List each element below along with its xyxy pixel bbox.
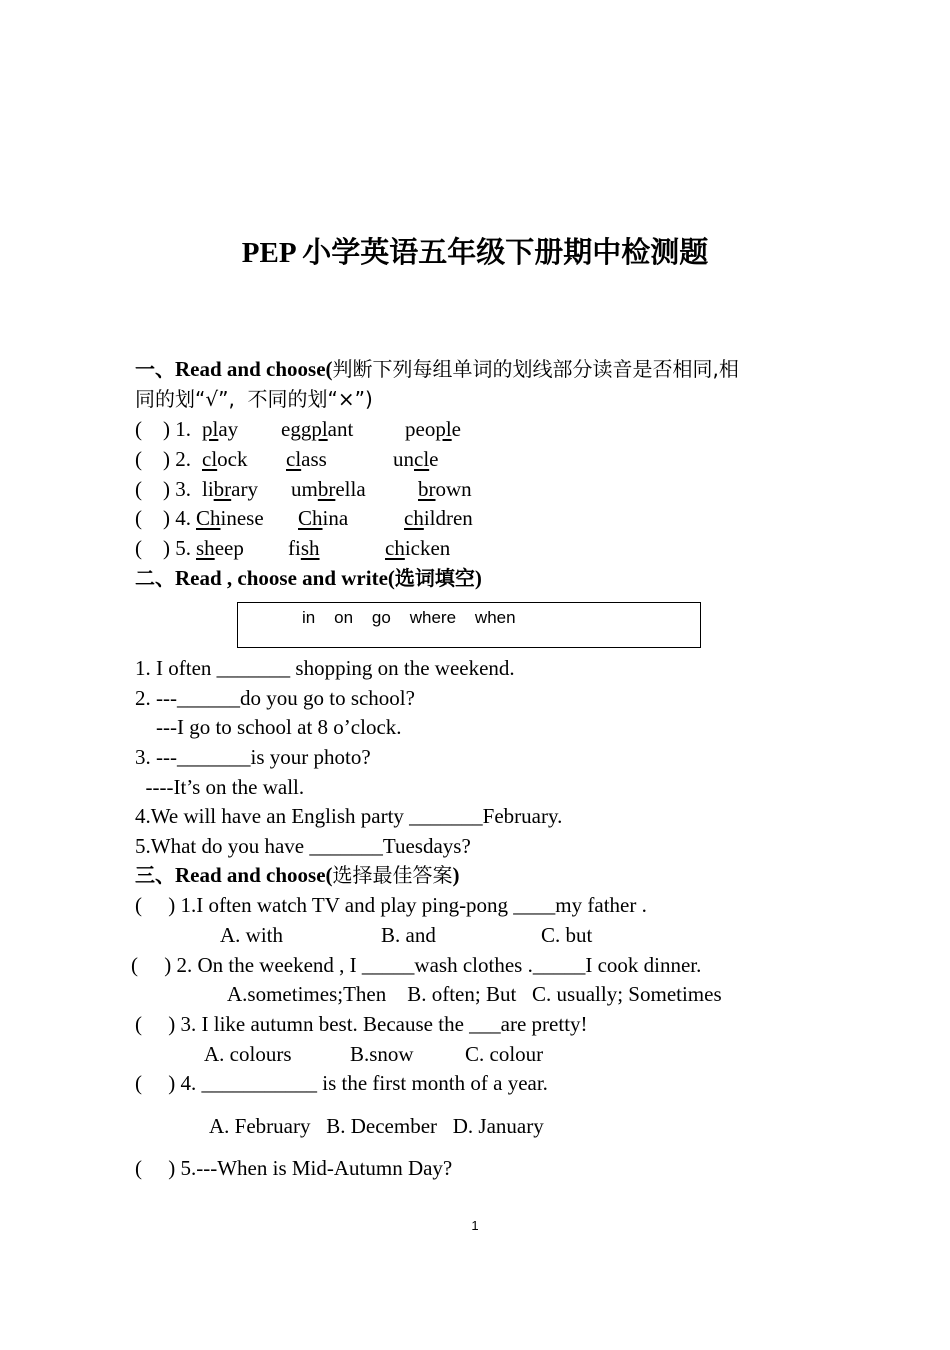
underlined-letters: pl [202, 417, 219, 441]
underlined-letters: pl [311, 417, 328, 441]
underlined-letters: sh [300, 536, 320, 560]
fill-line-5: 5.What do you have _______Tuesdays? [135, 834, 471, 858]
question-2: ( ) 2. On the weekend , I _____wash clothes ._____I cook dinner. [131, 953, 702, 977]
phonics-word: play [202, 417, 239, 441]
q1-option-c: C. but [541, 923, 593, 947]
q3-option-b: B.snow [350, 1042, 414, 1066]
underlined-letters: br [317, 477, 336, 501]
underlined-letters: br [418, 477, 436, 501]
phonics-item-number: ( ) 3. [135, 477, 197, 501]
q4-options: A. February B. December D. January [209, 1114, 544, 1138]
q3-option-a: A. colours [204, 1042, 292, 1066]
fill-line-4: 4.We will have an English party _______February. [135, 804, 563, 828]
underlined-letters: Ch [196, 506, 221, 530]
section1-heading: 一、Read and choose(判断下列每组单词的划线部分读音是否相同,相 [135, 357, 739, 381]
phonics-word: brown [418, 477, 472, 501]
page-title: PEP 小学英语五年级下册期中检测题 [241, 237, 709, 269]
phonics-word: fish [288, 536, 320, 560]
section3-heading: 三、Read and choose(选择最佳答案) [135, 863, 460, 887]
fill-line-3: 3. ---_______is your photo? [135, 745, 371, 769]
fill-line-2-answer: ---I go to school at 8 o’clock. [135, 715, 402, 739]
phonics-word: clock [202, 447, 248, 471]
phonics-word: eggplant [281, 417, 354, 441]
q1-option-b: B. and [381, 923, 436, 947]
fill-line-3-answer: ----It’s on the wall. [135, 775, 305, 799]
section1-heading-line2: 同的划“√”, 不同的划“×”) [135, 387, 373, 411]
phonics-word: China [298, 506, 349, 530]
phonics-word: chicken [385, 536, 451, 560]
phonics-word: library [202, 477, 258, 501]
underlined-letters: cl [414, 447, 430, 471]
phonics-word: class [286, 447, 327, 471]
phonics-word: sheep [196, 536, 244, 560]
word-box-words: in on go where when [302, 608, 516, 627]
phonics-item-number: ( ) 1. [135, 417, 197, 441]
underlined-letters: ch [404, 506, 424, 530]
underlined-letters: ch [385, 536, 405, 560]
q3-option-c: C. colour [465, 1042, 544, 1066]
question-3: ( ) 3. I like autumn best. Because the ___are pretty! [135, 1012, 588, 1036]
question-1: ( ) 1.I often watch TV and play ping-pong ____my father . [135, 893, 647, 917]
underlined-letters: Ch [298, 506, 323, 530]
underlined-letters: pl [435, 417, 452, 441]
underlined-letters: sh [196, 536, 215, 560]
fill-line-2: 2. ---______do you go to school? [135, 686, 415, 710]
underlined-letters: cl [286, 447, 302, 471]
section2-heading: 二、Read , choose and write(选词填空) [135, 566, 482, 590]
page-number: 1 [471, 1218, 479, 1233]
phonics-item-number: ( ) 2. [135, 447, 197, 471]
phonics-word: uncle [393, 447, 439, 471]
question-4: ( ) 4. ___________ is the first month of a year. [135, 1071, 548, 1095]
q2-options: A.sometimes;Then B. often; But C. usually; Sometimes [227, 982, 722, 1006]
fill-line-1: 1. I often _______ shopping on the weekend. [135, 656, 515, 680]
phonics-word: people [405, 417, 461, 441]
question-5: ( ) 5.---When is Mid-Autumn Day? [135, 1156, 453, 1180]
underlined-letters: br [213, 477, 232, 501]
phonics-word: children [404, 506, 473, 530]
underlined-letters: cl [202, 447, 218, 471]
q1-option-a: A. with [220, 923, 283, 947]
phonics-word: Chinese [196, 506, 264, 530]
phonics-item-number: ( ) 5. [135, 536, 191, 560]
phonics-word: umbrella [291, 477, 366, 501]
phonics-item-number: ( ) 4. [135, 506, 191, 530]
